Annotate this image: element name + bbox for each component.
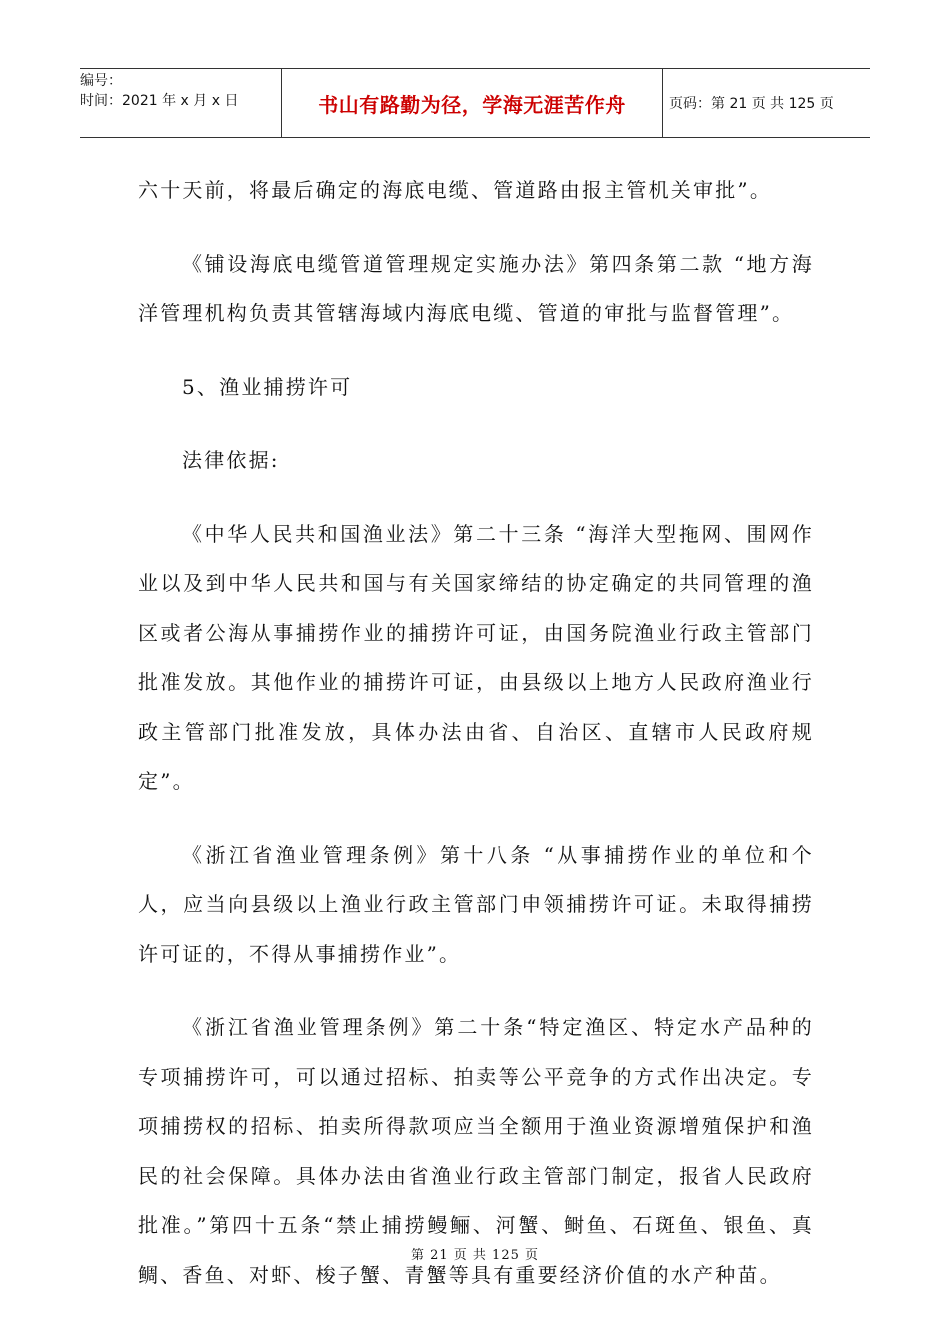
legal-basis-label: 法律依据: — [182, 448, 280, 472]
paragraph-continuation: 六十天前，将最后确定的海底电缆、管道路由报主管机关审批”。 — [138, 178, 773, 202]
header-motto: 书山有路勤为径，学海无涯苦作舟 — [282, 69, 663, 137]
paragraph-fisheries-law: 《中华人民共和国渔业法》第二十三条 “海洋大型拖网、围网作业以及到中华人民共和国与有关国家缔结的协定确定的共同管理的渔区或者公海从事捕捞作业的捕捞许可证，由国务院渔业行政主管部门批准发放。其他作业的捕捞许可证，由县级以上地方人民政府渔业行政主管部门批准发放，具体办法由省、自治区、直辖市人民政府规定”。 — [138, 521, 814, 793]
paragraph-zhejiang-art18: 《浙江省渔业管理条例》第十八条 “从事捕捞作业的单位和个人，应当向县级以上渔业行政主管部门申领捕捞许可证。未取得捕捞许可证的，不得从事捕捞作业”。 — [138, 842, 814, 966]
paragraph-cable-regulation: 《铺设海底电缆管道管理规定实施办法》第四条第二款 “地方海洋管理机构负责其管辖海域内海底电缆、管道的审批与监督管理”。 — [138, 251, 814, 325]
number-label: 编号： — [80, 73, 122, 89]
time-label: 时间：2021 年 x 月 x 日 — [80, 93, 239, 109]
page-footer: 第 21 页 共 125 页 — [410, 1248, 540, 1263]
paragraph-zhejiang-art20: 《浙江省渔业管理条例》第二十条“特定渔区、特定水产品种的专项捕捞许可，可以通过招标、拍卖等公平竞争的方式作出决定。专项捕捞权的招标、拍卖所得款项应当全额用于渔业资源增殖保护和渔民的社会保障。具体办法由省渔业行政主管部门制定，报省人民政府批准。”第四十五条“禁止捕捞鳗鲡、河蟹、鲥鱼、石斑鱼、银鱼、真鲷、香鱼、对虾、梭子蟹、青蟹等具有重要经济价值的水产种苗。 — [138, 1015, 814, 1287]
document-body — [138, 166, 814, 1300]
header-page-info: 页码：第 21 页 共 125 页 — [669, 96, 834, 112]
page-header — [80, 68, 870, 138]
header-meta — [80, 69, 282, 137]
section-heading: 5、渔业捕捞许可 — [182, 374, 353, 399]
